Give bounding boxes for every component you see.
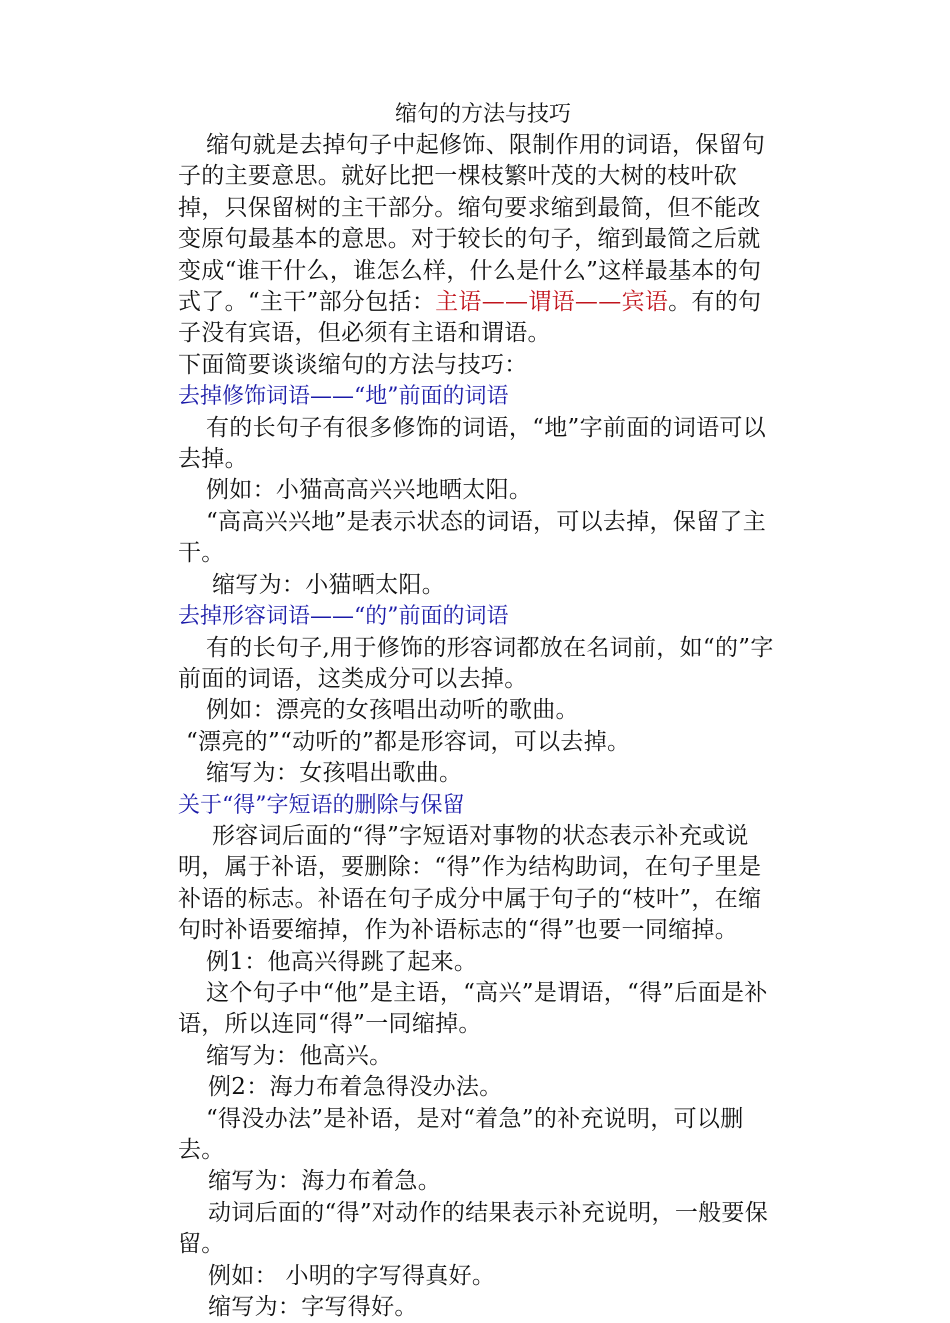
section-3-verb-rule: 动词后面的“得”对动作的结果表示补充说明，一般要保留。 (178, 1199, 769, 1258)
section-3-result-3: 缩写为：字写得好。 (208, 1294, 418, 1321)
section-1-example: 例如：小猫高高兴兴地晒太阳。 (206, 477, 533, 504)
section-heading-2: 去掉形容词语——“的”前面的词语 (178, 604, 509, 630)
intro-paragraph (178, 130, 778, 350)
section-3-analysis-1: 这个句子中“他”是主语，“高兴”是谓语，“得”后面是补语，所以连同“得”一同缩掉。 (178, 979, 768, 1038)
section-3-example-3: 例如： 小明的字写得真好。 (208, 1262, 496, 1289)
section-2-example: 例如：漂亮的女孩唱出动听的歌曲。 (206, 697, 579, 724)
section-3-example-1: 例1：他高兴得跳了起来。 (206, 948, 478, 975)
section-1-explanation: 有的长句子有很多修饰的词语，“地”字前面的词语可以去掉。 (178, 414, 767, 473)
intro-lead-in: 下面简要谈谈缩句的方法与技巧： (178, 351, 528, 378)
intro-text-b: 。有的句子没有宾语，但必须有主语和谓语。 (178, 289, 762, 347)
document-page (178, 100, 778, 1323)
section-2-result: 缩写为：女孩唱出歌曲。 (206, 760, 463, 787)
section-3-result-2: 缩写为：海力布着急。 (208, 1168, 441, 1195)
section-2-explanation: 有的长句子,用于修饰的形容词都放在名词前，如“的”字前面的词语，这类成分可以去掉。 (178, 634, 774, 692)
section-1-result: 缩写为：小猫晒太阳。 (212, 571, 445, 598)
section-3-example-2: 例2：海力布着急得没办法。 (208, 1074, 503, 1101)
section-3-explanation: 形容词后面的“得”字短语对事物的状态表示补充或说明，属于补语，要删除：“得”作为结构助词，在句子里是补语的标志。补语在句子成分中属于句子的“枝叶”，在缩句时补语要缩掉，作为补语标志的“得”也要一同缩掉。 (178, 822, 762, 944)
section-2-analysis: “漂亮的”“动听的”都是形容词，可以去掉。 (186, 728, 631, 755)
section-3-result-1: 缩写为：他高兴。 (206, 1042, 393, 1069)
sentence-structure-highlight: 主语——谓语——宾语 (435, 289, 669, 316)
section-3-analysis-2: “得没办法”是补语，是对“着急”的补充说明，可以删去。 (178, 1105, 744, 1163)
intro-text-a: 缩句就是去掉句子中起修饰、限制作用的词语，保留句子的主要意思。就好比把一棵枝繁叶茂的大树的枝叶砍掉，只保留树的主干部分。缩句要求缩到最简，但不能改变原句最基本的意思。对于较长的句子，缩到最简之后就变成“谁干什么，谁怎么样，什么是什么”这样最基本的句式了。“主干”部分包括： (178, 132, 766, 316)
document-title: 缩句的方法与技巧 (394, 102, 571, 127)
section-heading-1: 去掉修饰词语——“地”前面的词语 (178, 384, 509, 410)
section-heading-3: 关于“得”字短语的删除与保留 (178, 792, 465, 818)
section-1-analysis: “高高兴兴地”是表示状态的词语，可以去掉，保留了主干。 (178, 508, 767, 567)
